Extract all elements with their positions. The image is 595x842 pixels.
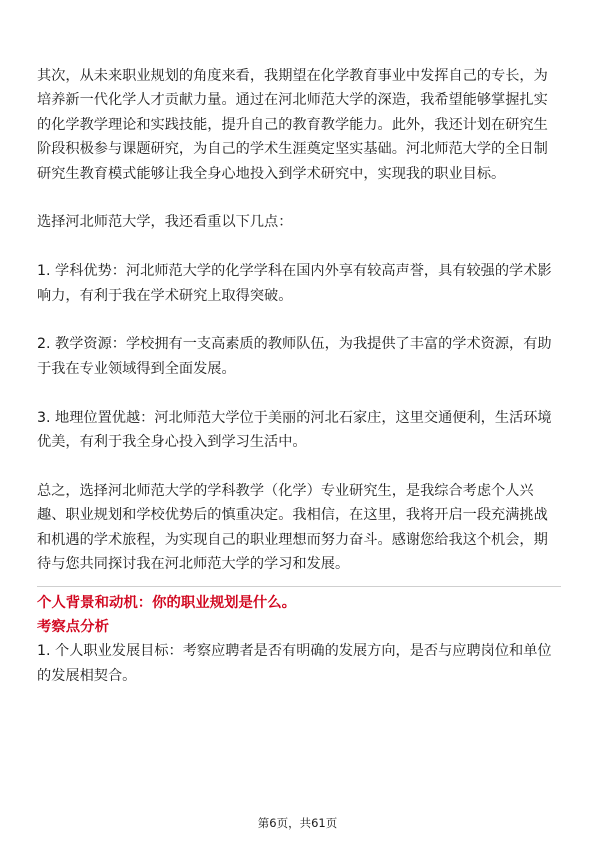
analysis-heading: 考察点分析: [37, 619, 109, 636]
analysis-point-1: 1. 个人职业发展目标：考察应聘者是否有明确的发展方向，是否与应聘岗位和单位的发展相契合。: [37, 643, 552, 684]
document-body: [37, 64, 561, 688]
paragraph-point-location: 3. 地理位置优越：河北师范大学位于美丽的河北石家庄，这里交通便利，生活环境优美，有利于我全身心投入到学习生活中。: [37, 409, 552, 451]
paragraph-point-resources: 2. 教学资源：学校拥有一支高素质的教师队伍，为我提供了丰富的学术资源，有助于我在专业领域得到全面发展。: [37, 336, 552, 377]
question-heading: 个人背景和动机：你的职业规划是什么。: [37, 595, 297, 612]
paragraph-conclusion: 总之，选择河北师范大学的学科教学（化学）专业研究生，是我综合考虑个人兴趣、职业规划和学校优势后的慎重决定。我相信，在这里，我将开启一段充满挑战和机遇的学术旅程，为实现自己的职业理想而努力奋斗。感谢您给我这个机会，期待与您共同探讨我在河北师范大学的学习和发展。: [37, 482, 548, 573]
paragraph-reasons-intro: 选择河北师范大学，我还看重以下几点：: [37, 214, 293, 231]
page-number: 第6页，共61页: [257, 816, 338, 830]
paragraph-point-discipline: 1. 学科优势：河北师范大学的化学学科在国内外享有较高声誉，具有较强的学术影响力，有利于我在学术研究上取得突破。: [37, 263, 552, 304]
section-divider: [37, 586, 561, 587]
paragraph-career-plan: 其次，从未来职业规划的角度来看，我期望在化学教育事业中发挥自己的专长，为培养新一代化学人才贡献力量。通过在河北师范大学的深造，我希望能够掌握扎实的化学教学理论和实践技能，提升自己的教育教学能力。此外，我还计划在研究生阶段积极参与课题研究，为自己的学术生涯奠定坚实基础。河北师范大学的全日制研究生教育模式能够让我全身心地投入到学术研究中，实现我的职业目标。: [37, 68, 548, 182]
